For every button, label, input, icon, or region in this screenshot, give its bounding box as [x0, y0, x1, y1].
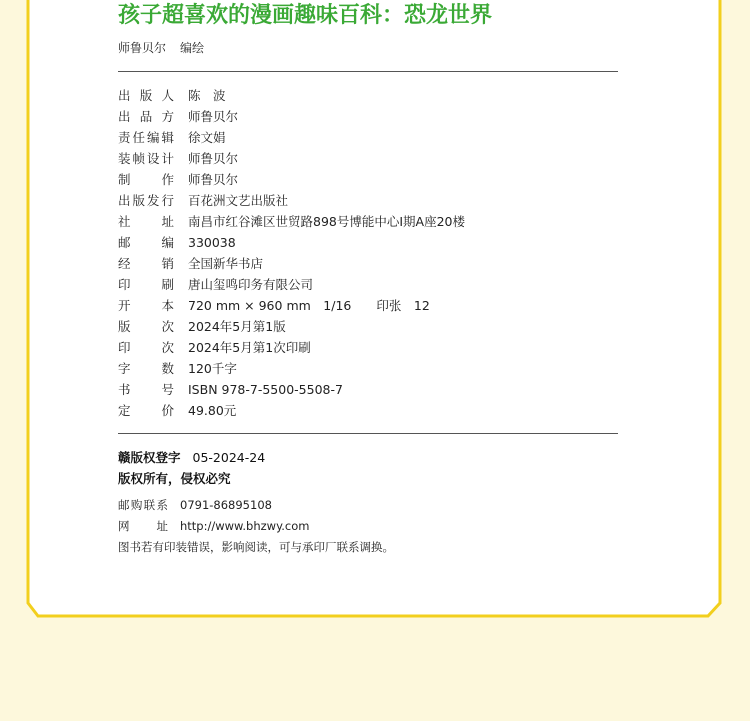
imprint-label-char: 数: [161, 361, 174, 376]
imprint-label-char: 书: [118, 382, 131, 397]
imprint-label-char: 方: [161, 109, 174, 124]
mail-order-phone: 0791-86895108: [180, 498, 272, 512]
imprint-row: [118, 295, 465, 316]
imprint-label: [118, 295, 174, 316]
registration-label: 赣版权登字: [118, 450, 181, 465]
imprint-label-char: 字: [118, 361, 131, 376]
imprint-label: [118, 274, 174, 295]
contact-label-char: 邮: [118, 498, 130, 512]
contact-label-char: 购: [130, 498, 143, 512]
imprint-value: 南昌市红谷滩区世贸路898号博能中心Ⅰ期A座20楼: [188, 214, 466, 229]
imprint-value: 120千字: [188, 361, 237, 376]
imprint-value: 49.80元: [188, 403, 237, 418]
imprint-label-char: 次: [161, 340, 174, 355]
imprint-value: 百花洲文艺出版社: [188, 193, 289, 208]
imprint-row: [118, 400, 465, 421]
imprint-label-char: 出: [118, 193, 131, 208]
contact-label-char: 址: [156, 519, 168, 533]
imprint-label: [118, 190, 174, 211]
imprint-label: [118, 85, 174, 106]
imprint-label-char: 辑: [161, 130, 174, 145]
imprint-value: 陈 波: [188, 88, 226, 103]
imprint-row: [118, 148, 465, 169]
contact-label-char: 网: [118, 519, 130, 533]
imprint-row: [118, 169, 465, 190]
imprint-row: [118, 337, 465, 358]
imprint-value: 330038: [188, 235, 236, 250]
imprint-label-char: 版: [118, 319, 131, 334]
imprint-label-char: 销: [161, 256, 174, 271]
registration-number: 05-2024-24: [192, 450, 266, 465]
imprint-label-char: 编: [146, 130, 160, 145]
contact-label-char: 系: [156, 498, 168, 512]
imprint-label: [118, 316, 174, 337]
imprint-label-char: 出: [118, 88, 131, 103]
imprint-row: [118, 232, 465, 253]
author-role: 编绘: [180, 41, 205, 55]
mail-order-label: [118, 495, 168, 516]
imprint-row: [118, 253, 465, 274]
imprint-label: [118, 211, 174, 232]
imprint-label-char: 出: [118, 109, 131, 124]
imprint-value: 师鲁贝尔: [188, 109, 239, 124]
book-title: 孩子超喜欢的漫画趣味百科：恐龙世界: [118, 3, 493, 28]
imprint-row: [118, 85, 465, 106]
imprint-row: [118, 358, 465, 379]
author-name: 师鲁贝尔: [118, 41, 167, 55]
website-label: [118, 516, 168, 537]
imprint-label-char: 刷: [161, 277, 174, 292]
imprint-value: 2024年5月第1次印刷: [188, 340, 311, 355]
imprint-label-char: 印: [118, 277, 131, 292]
imprint-label: [118, 106, 174, 127]
imprint-value: 唐山玺鸣印务有限公司: [188, 277, 314, 292]
website-line: [118, 516, 394, 537]
website-url[interactable]: http://www.bhzwy.com: [180, 519, 310, 533]
imprint-label-char: 作: [161, 172, 174, 187]
author-line: [118, 40, 204, 56]
imprint-label-char: 号: [161, 382, 174, 397]
imprint-row: [118, 106, 465, 127]
imprint-label-char: 本: [161, 298, 174, 313]
imprint-value: 师鲁贝尔: [188, 172, 239, 187]
imprint-label-char: 装: [118, 151, 131, 166]
imprint-row: [118, 274, 465, 295]
imprint-label-char: 计: [161, 151, 174, 166]
print-error-notice: 图书若有印装错误，影响阅读，可与承印厂联系调换。: [118, 540, 394, 554]
imprint-value: 全国新华书店: [188, 256, 264, 271]
imprint-label: [118, 232, 174, 253]
registration-block: [118, 447, 265, 489]
mail-order-line: [118, 495, 394, 516]
imprint-label: [118, 379, 174, 400]
imprint-value: 师鲁贝尔: [188, 151, 239, 166]
imprint-label: [118, 148, 174, 169]
imprint-label-char: 发: [146, 193, 160, 208]
imprint-row: [118, 316, 465, 337]
imprint-label-char: 行: [161, 193, 174, 208]
imprint-label: [118, 127, 174, 148]
imprint-label-char: 价: [161, 403, 174, 418]
imprint-list: [118, 85, 465, 421]
imprint-label-char: 社: [118, 214, 131, 229]
imprint-label-char: 邮: [118, 235, 131, 250]
imprint-value: 徐文娟: [188, 130, 226, 145]
imprint-label-char: 人: [161, 88, 174, 103]
imprint-label: [118, 169, 174, 190]
imprint-label: [118, 253, 174, 274]
imprint-row: [118, 190, 465, 211]
imprint-label-char: 经: [118, 256, 131, 271]
rights-notice: 版权所有，侵权必究: [118, 471, 231, 486]
imprint-label-char: 编: [161, 235, 174, 250]
contact-label-char: 联: [143, 498, 156, 512]
imprint-label-char: 次: [161, 319, 174, 334]
imprint-label-char: 品: [139, 109, 153, 124]
imprint-label-char: 定: [118, 403, 131, 418]
top-divider: [118, 71, 618, 72]
imprint-label-char: 印: [118, 340, 131, 355]
imprint-value: ISBN 978-7-5500-5508-7: [188, 382, 343, 397]
imprint-label: [118, 337, 174, 358]
imprint-label-char: 责: [118, 130, 131, 145]
imprint-label-char: 版: [139, 88, 153, 103]
imprint-label-char: 设: [146, 151, 160, 166]
imprint-label-char: 任: [132, 130, 145, 145]
middle-divider: [118, 433, 618, 434]
imprint-label: [118, 400, 174, 421]
imprint-row: [118, 379, 465, 400]
imprint-value: 2024年5月第1版: [188, 319, 286, 334]
contact-block: [118, 495, 394, 558]
imprint-label-char: 址: [161, 214, 174, 229]
imprint-label-char: 帧: [132, 151, 145, 166]
imprint-row: [118, 127, 465, 148]
imprint-label: [118, 358, 174, 379]
imprint-label-char: 版: [132, 193, 145, 208]
imprint-value: 720 mm × 960 mm 1/16 印张 12: [188, 298, 430, 313]
imprint-label-char: 开: [118, 298, 131, 313]
imprint-row: [118, 211, 465, 232]
imprint-label-char: 制: [118, 172, 131, 187]
